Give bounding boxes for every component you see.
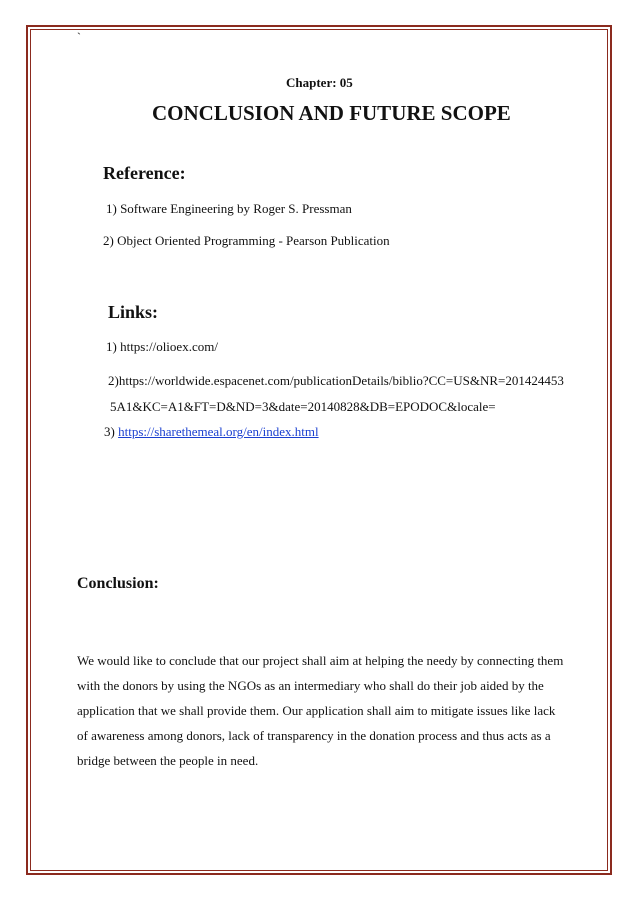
conclusion-heading: Conclusion: — [77, 575, 159, 592]
link-item-2-line-2: 5A1&KC=A1&FT=D&ND=3&date=20140828&DB=EPODOC&locale= — [110, 399, 496, 414]
conclusion-line-1: We would like to conclude that our project shall aim at helping the needy by connecting them — [77, 653, 564, 668]
page-title: CONCLUSION AND FUTURE SCOPE — [152, 101, 511, 125]
conclusion-line-3: application that we shall provide them. Our application shall aim to mitigate issues like lack — [77, 703, 556, 718]
sharethemeal-link[interactable]: https://sharethemeal.org/en/index.html — [118, 424, 319, 439]
conclusion-line-2: with the donors by using the NGOs as an intermediary who shall do their job aided by the — [77, 678, 544, 693]
tick-mark: ` — [77, 30, 81, 44]
link-item-3-prefix: 3) — [104, 424, 119, 439]
reference-item-1: 1) Software Engineering by Roger S. Pressman — [106, 201, 352, 216]
conclusion-paragraph — [77, 648, 567, 773]
links-heading: Links: — [108, 302, 159, 322]
conclusion-line-5: bridge between the people in need. — [77, 753, 259, 768]
chapter-label: Chapter: 05 — [286, 75, 353, 90]
reference-heading: Reference: — [103, 163, 186, 183]
link-item-3 — [104, 424, 319, 440]
reference-item-2: 2) Object Oriented Programming - Pearson Publication — [103, 233, 390, 248]
link-item-2-line-1: 2)https://worldwide.espacenet.com/publicationDetails/biblio?CC=US&NR=201424453 — [108, 373, 564, 388]
conclusion-line-4: of awareness among donors, lack of transparency in the donation process and thus acts as a — [77, 728, 551, 743]
link-item-1: 1) https://olioex.com/ — [106, 339, 218, 354]
